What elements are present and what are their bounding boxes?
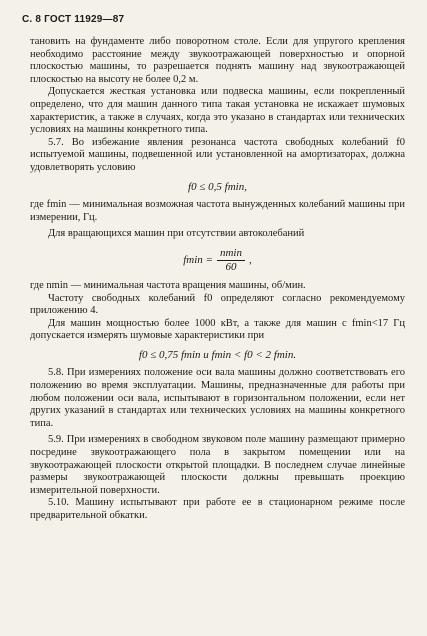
fraction-numerator: nmin <box>217 247 245 261</box>
fraction <box>217 247 245 274</box>
paragraph: где nmin — минимальная частота вращения машины, об/мин. <box>30 279 306 291</box>
formula-2-end: , <box>248 254 252 267</box>
formula-3: f0 ≤ 0,75 fmin и fmin < f0 < 2 fmin. <box>138 348 297 361</box>
paragraph: Частоту свободных колебаний f0 определяют согласно рекомендуемому приложению 4. <box>30 292 405 317</box>
paragraph-5-8: 5.8. При измерениях положение оси вала машины должно соответствовать его положению во время эксплуатации. Машины, предназначенные для работы при любом положении оси вала, испытывают в горизонтальном положении, если нет других указаний в стандартах или технических условиях на машины конкретного типа. <box>30 367 405 429</box>
page-header: С. 8 ГОСТ 11929—87 <box>22 14 125 25</box>
fraction-denominator: 60 <box>225 260 237 273</box>
paragraph: Допускается жесткая установка или подвеска машины, если покрепленный определено, что для машин данного типа такая установка не искажает шумовых характеристик, а также в случаях, когда это указано в стандартах или технических условиях на машины конкретного типа. <box>30 86 405 136</box>
formula-1: f0 ≤ 0,5 fmin, <box>188 180 247 193</box>
paragraph-5-9: 5.9. При измерениях в свободном звуковом поле машину размещают примерно посредине звукоотражающего пола в закрытом помещении или на звукоотражающей плоскости открытой площадки. В последнем случае линейные размеры звукоотражающей плоскости должны превышать проекцию измерительной поверхности. <box>30 434 405 496</box>
paragraph-5-10: 5.10. Машину испытывают при работе ее в стационарном режиме после предварительной обкатки. <box>30 497 405 521</box>
paragraph: где fmin — минимальная возможная частота вынужденных колебаний машины при измерении, Гц. <box>30 199 405 223</box>
paragraph: Для машин мощностью более 1000 кВт, а также для машин с fmin<17 Гц допускается измерять шумовые характеристики при <box>30 317 405 342</box>
formula-2-lhs: fmin = <box>183 254 213 267</box>
paragraph-5-7: 5.7. Во избежание явления резонанса частота свободных колебаний f0 испытуемой машины, подвешенной или установленной на амортизаторах, должна удовлетворять условию <box>30 136 405 173</box>
page-content <box>30 36 405 523</box>
formula-2 <box>30 247 405 274</box>
paragraph: тановить на фундаменте либо поворотном столе. Если для упругого крепления необходимо расстояние между звукоотражающей поверхностью и опорной плоскостью машины, то разрешается поднять машину над звукоотражающей плоскостью на высоту не более 0,2 м. <box>30 36 405 85</box>
paragraph: Для вращающихся машин при отсутствии автоколебаний <box>48 228 305 240</box>
